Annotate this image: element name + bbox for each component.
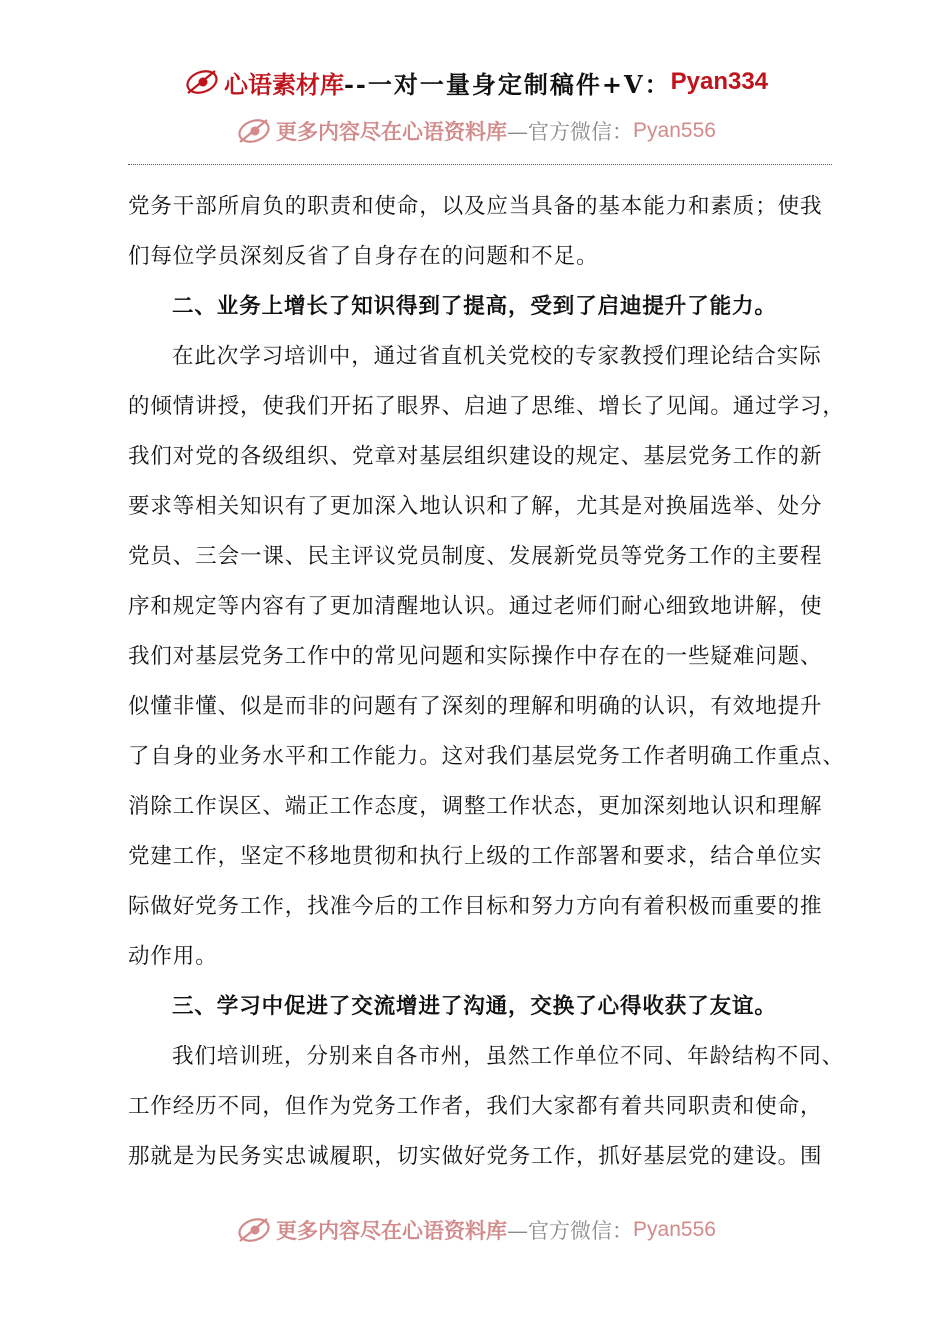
body-line: 党务干部所肩负的职责和使命，以及应当具备的基本能力和素质；使我 bbox=[128, 194, 823, 219]
section-heading-2: 二、业务上增长了知识得到了提高，受到了启迪提升了能力。 bbox=[172, 294, 777, 319]
footer-wechat-label: —官方微信： bbox=[507, 1219, 634, 1243]
body-line: 我们对基层党务工作中的常见问题和实际操作中存在的一些疑难问题、 bbox=[128, 644, 823, 669]
body-line: 在此次学习培训中，通过省直机关党校的专家教授们理论结合实际 bbox=[172, 344, 822, 369]
header-banner bbox=[0, 64, 950, 100]
header-divider bbox=[128, 164, 832, 165]
body-line: 了自身的业务水平和工作能力。这对我们基层党务工作者明确工作重点、 bbox=[128, 744, 845, 769]
body-line: 我们培训班，分别来自各市州，虽然工作单位不同、年龄结构不同、 bbox=[172, 1044, 845, 1069]
body-line: 动作用。 bbox=[128, 944, 218, 969]
body-line: 际做好党务工作，找准今后的工作目标和努力方向有着积极而重要的推 bbox=[128, 894, 823, 919]
body-line: 那就是为民务实忠诚履职，切实做好党务工作，抓好基层党的建设。围 bbox=[128, 1144, 823, 1169]
body-line: 要求等相关知识有了更加深入地认识和了解，尤其是对换届选举、处分 bbox=[128, 494, 823, 519]
section-heading-3: 三、学习中促进了交流增进了沟通，交换了心得收获了友谊。 bbox=[172, 994, 777, 1019]
watermark-banner bbox=[0, 113, 950, 149]
header-contact: Pyan334 bbox=[670, 68, 769, 95]
body-line: 似懂非懂、似是而非的问题有了深刻的理解和明确的认识，有效地提升 bbox=[128, 694, 823, 719]
footer-text: 更多内容尽在心语资料库 bbox=[276, 1218, 508, 1243]
header-slogan: --一对一量身定制稿件+V： bbox=[343, 69, 671, 99]
body-line: 消除工作误区、端正工作态度，调整工作状态，更加深刻地认识和理解 bbox=[128, 794, 823, 819]
watermark-wechat-id: Pyan556 bbox=[633, 119, 716, 142]
body-line: 工作经历不同，但作为党务工作者，我们大家都有着共同职责和使命， bbox=[128, 1094, 823, 1119]
footer-wechat-id: Pyan556 bbox=[633, 1218, 716, 1241]
header-brand: 心语素材库 bbox=[223, 69, 344, 99]
footer-watermark bbox=[0, 1212, 950, 1248]
brand-logo-icon bbox=[182, 66, 222, 98]
body-line: 我们对党的各级组织、党章对基层组织建设的规定、基层党务工作的新 bbox=[128, 444, 823, 469]
body-line: 们每位学员深刻反省了自身存在的问题和不足。 bbox=[128, 244, 599, 269]
body-line: 党建工作，坚定不移地贯彻和执行上级的工作部署和要求，结合单位实 bbox=[128, 844, 823, 869]
watermark-logo-icon bbox=[234, 115, 274, 147]
document-body bbox=[128, 182, 845, 1182]
body-line: 党员、三会一课、民主评议党员制度、发展新党员等党务工作的主要程 bbox=[128, 544, 823, 569]
footer-logo-icon bbox=[234, 1214, 274, 1246]
watermark-wechat-label: —官方微信： bbox=[507, 120, 634, 144]
watermark-text: 更多内容尽在心语资料库 bbox=[276, 119, 508, 144]
body-line: 序和规定等内容有了更加清醒地认识。通过老师们耐心细致地讲解，使 bbox=[128, 594, 823, 619]
body-line: 的倾情讲授，使我们开拓了眼界、启迪了思维、增长了见闻。通过学习， bbox=[128, 394, 845, 419]
